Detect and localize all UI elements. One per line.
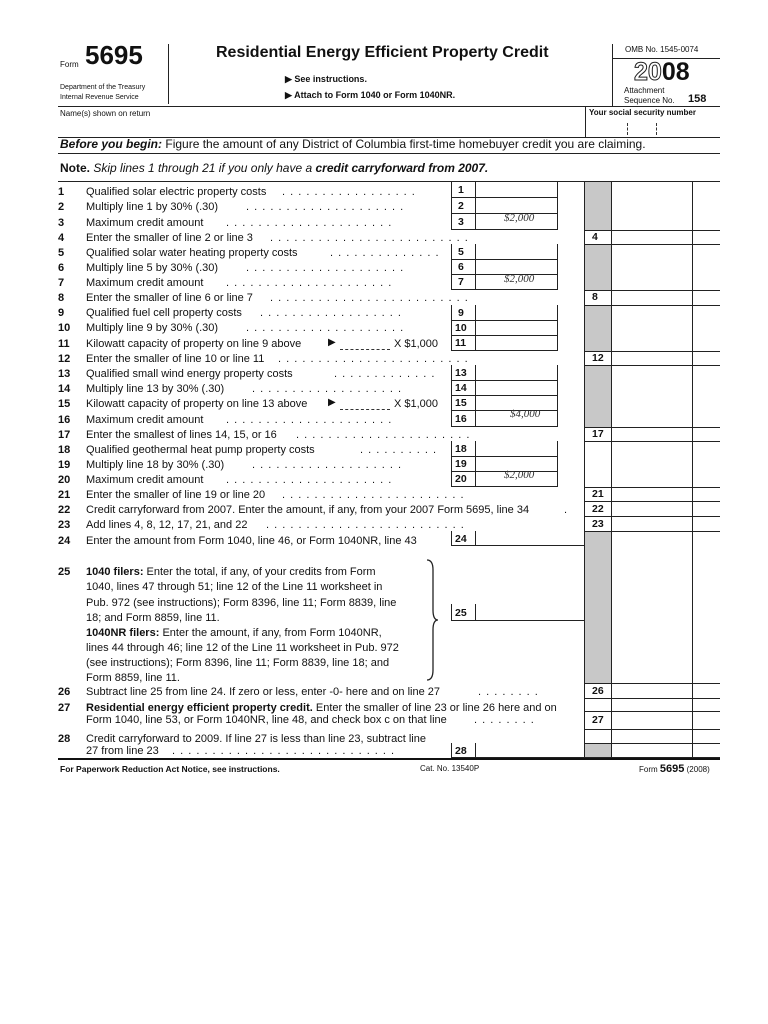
attachment-label: Attachment	[624, 86, 665, 95]
line-11-mult: X $1,000	[394, 338, 439, 350]
line-num-26: 26	[58, 686, 71, 698]
line-25-brace	[424, 558, 440, 682]
ssn-field[interactable]	[586, 120, 720, 137]
footer-year: (2008)	[686, 765, 710, 774]
box-num-24: 24	[455, 533, 467, 545]
amount-field-18[interactable]	[476, 442, 556, 456]
line-num-28: 28	[58, 733, 71, 745]
amount-field-5[interactable]	[476, 245, 556, 259]
amount-field-10[interactable]	[476, 321, 556, 335]
ssn-label: Your social security number	[589, 108, 696, 117]
sequence-label: Sequence No.	[624, 96, 675, 105]
line-26-text: Subtract line 25 from line 24. If zero or less, enter -0- here and on line 27	[86, 686, 441, 698]
line-num-15: 15	[58, 398, 71, 410]
footer-form-label: Form	[639, 765, 658, 774]
amount-field-23[interactable]	[612, 517, 692, 531]
max-credit-20: $2,000	[504, 469, 535, 481]
tax-year-prefix: 20	[634, 58, 662, 86]
box-num-2: 2	[458, 200, 464, 212]
line-25-1040-c: Pub. 972 (see instructions); Form 8396, line 11; Form 8839, line	[86, 597, 397, 609]
line-num-7: 7	[58, 277, 65, 289]
note-lead: Note.	[60, 161, 90, 175]
before-you-begin	[60, 137, 646, 151]
line-8-text: Enter the smaller of line 6 or line 7	[86, 292, 253, 304]
line-25-1040-a	[86, 566, 376, 578]
amount-field-27[interactable]	[612, 712, 692, 729]
tax-year	[634, 58, 690, 86]
line-27-text-b: Form 1040, line 53, or Form 1040NR, line 48, and check box c on that line	[86, 714, 447, 726]
line-num-21: 21	[58, 489, 71, 501]
box-num-1: 1	[458, 184, 464, 196]
line-25-nr-d: Form 8859, line 11.	[86, 672, 180, 684]
box-num-27: 27	[592, 714, 604, 726]
line-19-text: Multiply line 18 by 30% (.30)	[86, 459, 225, 471]
line-23-text: Add lines 4, 8, 12, 17, 21, and 22	[86, 519, 248, 531]
line-2-text: Multiply line 1 by 30% (.30)	[86, 201, 219, 213]
line-13-text: Qualified small wind energy property costs	[86, 368, 293, 380]
box-num-23: 23	[592, 518, 604, 530]
line-11-arrow: ▶	[328, 337, 336, 348]
line-num-1: 1	[58, 186, 65, 198]
amount-field-2[interactable]	[476, 198, 556, 213]
line-num-17: 17	[58, 429, 71, 441]
box-num-21: 21	[592, 488, 604, 500]
amount-field-17[interactable]	[612, 428, 692, 441]
line-num-24: 24	[58, 535, 71, 547]
line-num-3: 3	[58, 217, 65, 229]
line-27-text-a	[86, 702, 557, 714]
amount-field-11[interactable]	[476, 336, 556, 350]
line-num-22: 22	[58, 504, 71, 516]
line-6-text: Multiply line 5 by 30% (.30)	[86, 262, 219, 274]
line-14-text: Multiply line 13 by 30% (.30)	[86, 383, 225, 395]
line-num-13: 13	[58, 368, 71, 380]
line-25-1040-bold: 1040 filers:	[86, 566, 144, 578]
amount-field-22[interactable]	[612, 502, 692, 516]
names-label: Name(s) shown on return	[60, 109, 151, 118]
kilowatt-field-15[interactable]	[340, 397, 390, 410]
line-num-10: 10	[58, 322, 71, 334]
line-num-23: 23	[58, 519, 71, 531]
line-15-mult: X $1,000	[394, 398, 439, 410]
max-credit-16: $4,000	[510, 408, 541, 420]
line-9-text: Qualified fuel cell property costs	[86, 307, 242, 319]
line-num-4: 4	[58, 232, 65, 244]
line-num-11: 11	[58, 338, 70, 350]
line-3-text: Maximum credit amount	[86, 217, 204, 229]
amount-field-14[interactable]	[476, 381, 556, 395]
line-5-text: Qualified solar water heating property costs	[86, 247, 298, 259]
line-25-1040-text: Enter the total, if any, of your credits from Form	[146, 566, 376, 578]
box-num-5: 5	[458, 246, 464, 258]
line-25-nr-c: (see instructions); Form 8396, line 11; Form 8839, line 18; and	[86, 657, 390, 669]
line-16-text: Maximum credit amount	[86, 414, 204, 426]
line-24-text: Enter the amount from Form 1040, line 46, or Form 1040NR, line 43	[86, 535, 417, 547]
line-27-text-a-rest: Enter the smaller of line 23 or line 26 here and on	[315, 702, 557, 714]
box-num-26: 26	[592, 685, 604, 697]
line-4-text: Enter the smaller of line 2 or line 3	[86, 232, 253, 244]
box-num-17: 17	[592, 428, 604, 440]
instruction-see: ▶ See instructions.	[285, 74, 367, 84]
amount-field-25[interactable]	[476, 605, 583, 620]
paperwork-notice: For Paperwork Reduction Act Notice, see instructions.	[60, 764, 280, 774]
amount-field-26[interactable]	[612, 684, 692, 698]
amount-field-8[interactable]	[612, 291, 692, 305]
box-num-25: 25	[455, 607, 467, 619]
line-num-19: 19	[58, 459, 71, 471]
line-25-1040-d: 18; and Form 8859, line 11.	[86, 612, 220, 624]
box-num-16: 16	[455, 413, 467, 425]
names-field[interactable]	[58, 118, 584, 136]
line-21-text: Enter the smaller of line 19 or line 20	[86, 489, 266, 501]
line-27-bold: Residential energy efficient property credit.	[86, 702, 313, 714]
box-num-12: 12	[592, 352, 604, 364]
box-num-13: 13	[455, 367, 467, 379]
line-num-27: 27	[58, 702, 71, 714]
line-num-9: 9	[58, 307, 65, 319]
before-text: Figure the amount of any District of Columbia first-time homebuyer credit you are claiming.	[165, 137, 646, 151]
box-num-22: 22	[592, 503, 604, 515]
line-num-20: 20	[58, 474, 71, 486]
cat-number: Cat. No. 13540P	[420, 764, 480, 773]
line-15-text: Kilowatt capacity of property on line 13 above	[86, 398, 308, 410]
line-17-text: Enter the smallest of lines 14, 15, or 16	[86, 429, 277, 441]
line-1-text: Qualified solar electric property costs	[86, 186, 267, 198]
line-num-8: 8	[58, 292, 65, 304]
kilowatt-field-11[interactable]	[340, 337, 390, 350]
footer-form	[639, 763, 710, 775]
max-credit-7: $2,000	[504, 273, 535, 285]
amount-field-12[interactable]	[612, 352, 692, 365]
sequence-number: 158	[688, 93, 707, 105]
box-num-19: 19	[455, 458, 467, 470]
line-11-text: Kilowatt capacity of property on line 9 above	[86, 338, 302, 350]
max-credit-3: $2,000	[504, 212, 535, 224]
tax-year-suffix: 08	[661, 58, 690, 86]
line-25-1040-b: 1040, lines 47 through 51; line 12 of the Line 11 worksheet in	[86, 581, 383, 593]
note-bold: credit carryforward from 2007.	[315, 161, 489, 175]
line-7-text: Maximum credit amount	[86, 277, 204, 289]
line-num-5: 5	[58, 247, 65, 259]
box-num-15: 15	[455, 397, 467, 409]
amount-field-13[interactable]	[476, 366, 556, 380]
box-num-8: 8	[592, 291, 598, 303]
line-28-text-a: Credit carryforward to 2009. If line 27 is less than line 23, subtract line	[86, 733, 426, 745]
form-number: 5695	[85, 40, 143, 70]
line-15-arrow: ▶	[328, 397, 336, 408]
amount-field-6[interactable]	[476, 260, 556, 274]
irs-label: Internal Revenue Service	[60, 94, 139, 101]
box-num-4: 4	[592, 231, 598, 243]
box-num-3: 3	[458, 216, 464, 228]
amount-field-9[interactable]	[476, 306, 556, 320]
line-12-text: Enter the smaller of line 10 or line 11	[86, 353, 265, 365]
amount-field-1[interactable]	[476, 183, 556, 197]
line-22-text: Credit carryforward from 2007. Enter the amount, if any, from your 2007 Form 5695, line 34	[86, 504, 530, 516]
line-num-18: 18	[58, 444, 71, 456]
form-title: Residential Energy Efficient Property Credit	[216, 44, 549, 61]
box-num-14: 14	[455, 382, 467, 394]
line-num-25: 25	[58, 566, 71, 578]
line-18-text: Qualified geothermal heat pump property costs	[86, 444, 315, 456]
omb-number: OMB No. 1545-0074	[625, 45, 699, 54]
note	[60, 161, 488, 175]
line-num-16: 16	[58, 414, 71, 426]
line-25-nr-text: Enter the amount, if any, from Form 1040NR,	[162, 627, 382, 639]
box-num-10: 10	[455, 322, 467, 334]
box-num-7: 7	[458, 276, 464, 288]
line-25-nr-b: lines 44 through 46; line 12 of the Line 11 worksheet in Pub. 972	[86, 642, 399, 654]
instruction-attach: ▶ Attach to Form 1040 or Form 1040NR.	[285, 90, 456, 100]
box-num-18: 18	[455, 443, 467, 455]
amount-field-4[interactable]	[612, 231, 692, 244]
line-25-nr-bold: 1040NR filers:	[86, 627, 160, 639]
line-20-text: Maximum credit amount	[86, 474, 204, 486]
box-num-20: 20	[455, 473, 467, 485]
footer-form-number: 5695	[659, 763, 685, 775]
before-lead: Before you begin:	[60, 137, 163, 151]
line-num-12: 12	[58, 353, 71, 365]
line-25-nr-a	[86, 627, 382, 639]
amount-field-21[interactable]	[612, 488, 692, 501]
line-num-14: 14	[58, 383, 71, 395]
line-28-text-b: 27 from line 23	[86, 745, 159, 757]
box-num-28: 28	[455, 745, 467, 757]
form-label: Form	[60, 60, 79, 69]
dept-label: Department of the Treasury	[60, 84, 146, 91]
amount-field-24[interactable]	[476, 532, 583, 545]
box-num-6: 6	[458, 261, 464, 273]
note-text: Skip lines 1 through 21 if you only have a	[93, 161, 313, 175]
box-num-11: 11	[455, 337, 467, 349]
amount-field-28[interactable]	[476, 744, 583, 757]
line-num-2: 2	[58, 201, 65, 213]
line-num-6: 6	[58, 262, 65, 274]
box-num-9: 9	[458, 307, 464, 319]
line-10-text: Multiply line 9 by 30% (.30)	[86, 322, 219, 334]
